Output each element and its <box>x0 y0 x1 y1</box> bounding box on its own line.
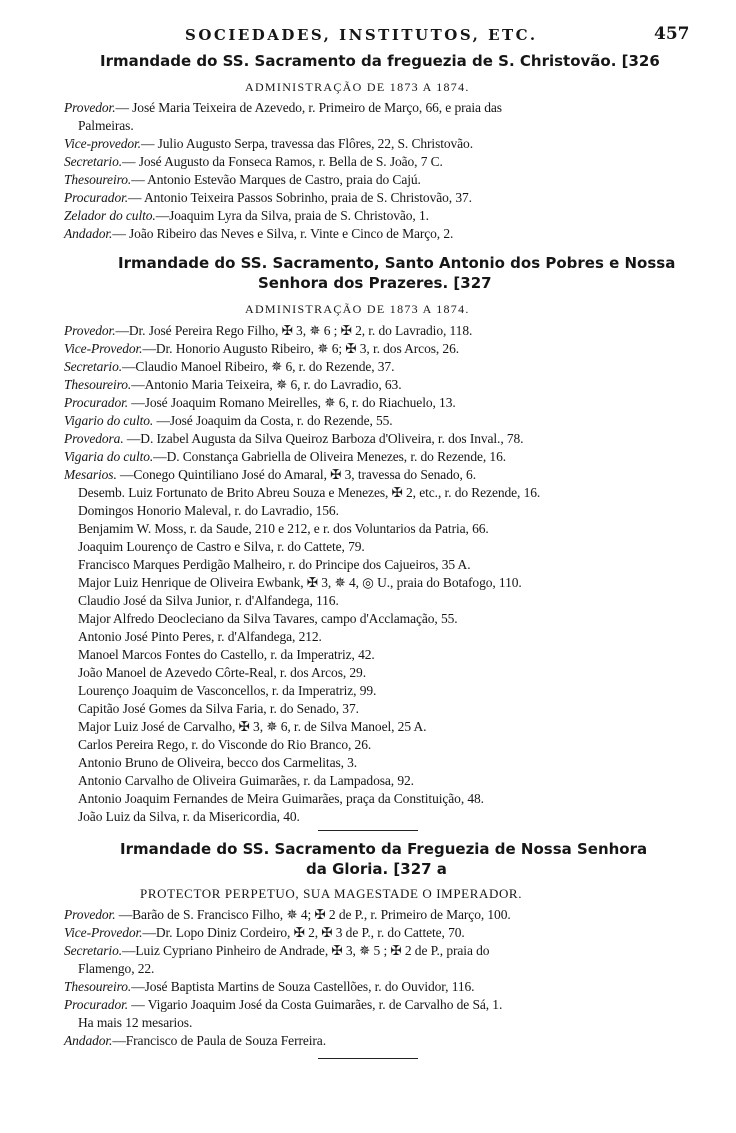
entry-line <box>64 377 401 393</box>
role-label: Provedora. <box>64 431 124 446</box>
entry-text: —Dr. Honorio Augusto Ribeiro, ✵ 6; ✠ 3, r. dos Arcos, 26. <box>142 341 460 356</box>
section-title: Irmandade do SS. Sacramento, Santo Antonio dos Pobres e Nossa <box>118 254 676 272</box>
entry-text: Desemb. Luiz Fortunato de Brito Abreu Souza e Menezes, ✠ 2, etc., r. do Rezende, 16. <box>78 485 541 500</box>
entry-text: —Joaquim Lyra da Silva, praia de S. Christovão, 1. <box>155 208 429 223</box>
entry-line <box>64 190 472 206</box>
role-label: Thesoureiro. <box>64 377 132 392</box>
entry-text: Antonio Carvalho de Oliveira Guimarães, r. da Lampadosa, 92. <box>78 773 414 788</box>
entry-text: Antonio José Pinto Peres, r. d'Alfandega, 212. <box>78 629 322 644</box>
entry-line <box>64 431 523 447</box>
entry-text: — Antonio Estevão Marques de Castro, praia do Cajú. <box>131 172 421 187</box>
role-label: Secretario. <box>64 154 123 169</box>
running-head: SOCIEDADES, INSTITUTOS, ETC. <box>185 26 538 44</box>
role-label: Secretario. <box>64 359 123 374</box>
entry-line <box>78 773 414 789</box>
entry-line <box>64 1033 326 1049</box>
entry-text: —José Joaquim Romano Meirelles, ✵ 6, r. do Riachuelo, 13. <box>128 395 456 410</box>
section-title-continued: da Gloria. [327 a <box>306 860 447 878</box>
entry-line <box>64 341 459 357</box>
entry-text: —Claudio Manoel Ribeiro, ✵ 6, r. do Rezende, 37. <box>122 359 395 374</box>
role-label: Provedor. <box>64 907 116 922</box>
entry-line <box>78 611 458 627</box>
entry-text: Joaquim Lourenço de Castro e Silva, r. do Cattete, 79. <box>78 539 365 554</box>
entry-text: Ha mais 12 mesarios. <box>78 1015 193 1030</box>
administration-line: ADMINISTRAÇÃO DE 1873 A 1874. <box>245 80 470 94</box>
entry-line <box>64 100 502 116</box>
entry-line <box>78 809 300 825</box>
role-label: Vice-Provedor. <box>64 925 143 940</box>
entry-text: Antonio Bruno de Oliveira, becco dos Carmelitas, 3. <box>78 755 358 770</box>
entry-text: —José Joaquim da Costa, r. do Rezende, 55. <box>153 413 393 428</box>
entry-line <box>78 665 366 681</box>
entry-line <box>78 575 522 591</box>
entry-line <box>64 359 394 375</box>
entry-text: Benjamim W. Moss, r. da Saude, 210 e 212, e r. dos Voluntarios da Patria, 66. <box>78 521 489 536</box>
entry-text: — Vigario Joaquim José da Costa Guimarães, r. de Carvalho de Sá, 1. <box>128 997 503 1012</box>
entry-line <box>64 226 453 242</box>
role-label: Vigario do culto. <box>64 413 154 428</box>
entry-text: —Conego Quintiliano José do Amaral, ✠ 3, travessa do Senado, 6. <box>116 467 476 482</box>
entry-text: Major Luiz José de Carvalho, ✠ 3, ✵ 6, r. de Silva Manoel, 25 A. <box>78 719 427 734</box>
entry-line <box>78 737 371 753</box>
entry-line <box>64 979 474 995</box>
role-label: Zelador do culto. <box>64 208 156 223</box>
section-divider <box>318 830 418 831</box>
role-label: Andador. <box>64 226 113 241</box>
entry-text: Major Luiz Henrique de Oliveira Ewbank, ✠ 3, ✵ 4, ◎ U., praia do Botafogo, 110. <box>78 575 522 590</box>
entry-line <box>64 925 465 941</box>
entry-text: —Luiz Cypriano Pinheiro de Andrade, ✠ 3, ✵ 5 ; ✠ 2 de P., praia do <box>122 943 490 958</box>
role-label: Mesarios. <box>64 467 117 482</box>
entry-line <box>78 118 134 134</box>
entry-text: — José Maria Teixeira de Azevedo, r. Primeiro de Março, 66, e praia das <box>115 100 502 115</box>
role-label: Thesoureiro. <box>64 979 132 994</box>
entry-text: João Luiz da Silva, r. da Misericordia, 40. <box>78 809 300 824</box>
entry-line <box>78 557 470 573</box>
protector-line: PROTECTOR PERPETUO, SUA MAGESTADE O IMPERADOR. <box>140 886 523 901</box>
entry-line <box>64 154 443 170</box>
entry-line <box>64 395 456 411</box>
entry-text: —D. Izabel Augusta da Silva Queiroz Barboza d'Oliveira, r. dos Inval., 78. <box>123 431 524 446</box>
entry-text: — João Ribeiro das Neves e Silva, r. Vinte e Cinco de Março, 2. <box>112 226 454 241</box>
entry-text: —José Baptista Martins de Souza Castellões, r. do Ouvidor, 116. <box>131 979 475 994</box>
section-divider <box>318 1058 418 1059</box>
entry-line <box>78 791 484 807</box>
entry-line <box>78 503 339 519</box>
entry-text: João Manoel de Azevedo Côrte-Real, r. dos Arcos, 29. <box>78 665 366 680</box>
entry-text: —Francisco de Paula de Souza Ferreira. <box>112 1033 326 1048</box>
entry-line <box>64 208 429 224</box>
entry-line <box>78 683 376 699</box>
entry-line <box>64 943 489 959</box>
section-title: Irmandade do SS. Sacramento da freguezia de S. Christovão. [326 <box>100 52 660 70</box>
entry-text: Domingos Honorio Maleval, r. do Lavradio, 156. <box>78 503 339 518</box>
entry-text: Claudio José da Silva Junior, r. d'Alfandega, 116. <box>78 593 339 608</box>
entry-text: Manoel Marcos Fontes do Castello, r. da Imperatriz, 42. <box>78 647 375 662</box>
entry-line <box>78 1015 192 1031</box>
entry-line <box>78 629 322 645</box>
role-label: Andador. <box>64 1033 113 1048</box>
entry-line <box>64 449 506 465</box>
role-label: Thesoureiro. <box>64 172 132 187</box>
entry-line <box>78 755 357 771</box>
role-label: Procurador. <box>64 997 129 1012</box>
role-label: Provedor. <box>64 323 116 338</box>
entry-text: Lourenço Joaquim de Vasconcellos, r. da Imperatriz, 99. <box>78 683 377 698</box>
administration-line: ADMINISTRAÇÃO DE 1873 A 1874. <box>245 302 470 316</box>
entry-line <box>78 521 489 537</box>
entry-line <box>78 961 154 977</box>
entry-line <box>64 467 476 483</box>
role-label: Vice-Provedor. <box>64 341 143 356</box>
entry-text: —Antonio Maria Teixeira, ✵ 6, r. do Lavradio, 63. <box>131 377 402 392</box>
role-label: Secretario. <box>64 943 123 958</box>
entry-text: Flamengo, 22. <box>78 961 155 976</box>
entry-text: — Julio Augusto Serpa, travessa das Flôres, 22, S. Christovão. <box>140 136 473 151</box>
entry-text: Antonio Joaquim Fernandes de Meira Guimarães, praça da Constituição, 48. <box>78 791 484 806</box>
entry-text: Palmeiras. <box>78 118 134 133</box>
entry-text: Capitão José Gomes da Silva Faria, r. do Senado, 37. <box>78 701 359 716</box>
entry-text: —D. Constança Gabriella de Oliveira Menezes, r. do Rezende, 16. <box>153 449 507 464</box>
entry-text: — José Augusto da Fonseca Ramos, r. Bella de S. João, 7 C. <box>122 154 443 169</box>
entry-line <box>64 997 502 1013</box>
entry-text: — Antonio Teixeira Passos Sobrinho, praia de S. Christovão, 37. <box>128 190 472 205</box>
entry-line <box>78 485 540 501</box>
entry-line <box>78 539 365 555</box>
entry-line <box>78 593 339 609</box>
entry-line <box>64 907 511 923</box>
section-title: Irmandade do SS. Sacramento da Freguezia de Nossa Senhora <box>120 840 648 858</box>
entry-text: Francisco Marques Perdigão Malheiro, r. do Principe dos Cajueiros, 35 A. <box>78 557 471 572</box>
entry-text: —Barão de S. Francisco Filho, ✵ 4; ✠ 2 de P., r. Primeiro de Março, 100. <box>115 907 511 922</box>
role-label: Procurador. <box>64 190 129 205</box>
entry-line <box>64 172 421 188</box>
entry-text: —Dr. Lopo Diniz Cordeiro, ✠ 2, ✠ 3 de P., r. do Cattete, 70. <box>142 925 465 940</box>
role-label: Provedor. <box>64 100 116 115</box>
role-label: Vice-provedor. <box>64 136 141 151</box>
role-label: Vigaria do culto. <box>64 449 154 464</box>
entry-text: —Dr. José Pereira Rego Filho, ✠ 3, ✵ 6 ; ✠ 2, r. do Lavradio, 118. <box>115 323 473 338</box>
entry-line <box>78 719 426 735</box>
entry-text: Carlos Pereira Rego, r. do Visconde do Rio Branco, 26. <box>78 737 372 752</box>
page-number: 457 <box>654 24 690 44</box>
entry-line <box>78 701 359 717</box>
entry-line <box>64 136 473 152</box>
entry-line <box>78 647 375 663</box>
role-label: Procurador. <box>64 395 129 410</box>
entry-line <box>64 413 393 429</box>
section-title-continued: Senhora dos Prazeres. [327 <box>258 274 492 292</box>
entry-text: Major Alfredo Deocleciano da Silva Tavares, campo d'Acclamação, 55. <box>78 611 458 626</box>
entry-line <box>64 323 472 339</box>
